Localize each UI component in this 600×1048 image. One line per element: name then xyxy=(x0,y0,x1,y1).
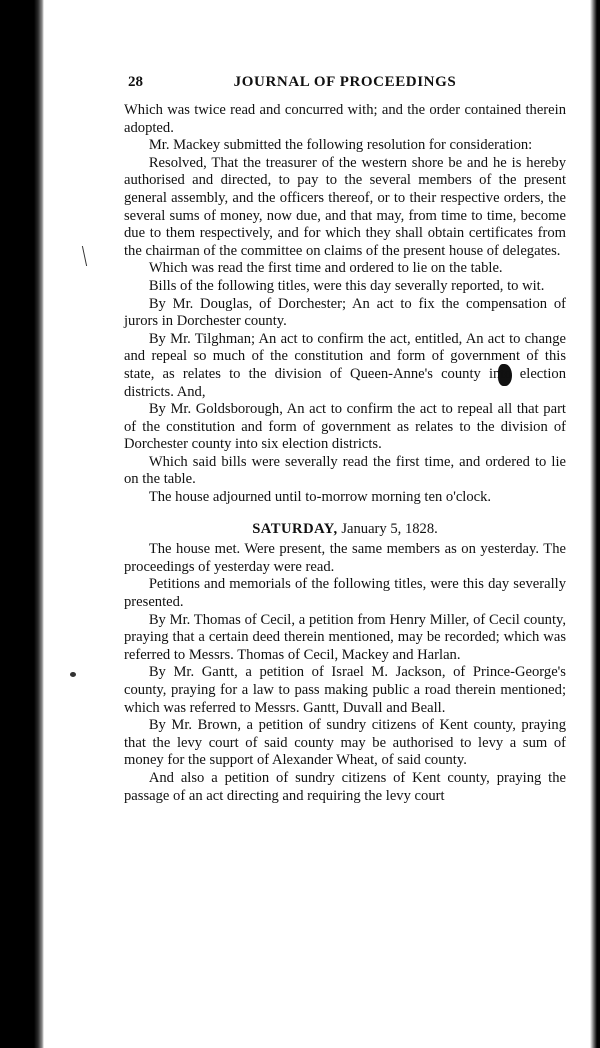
body-text-before xyxy=(124,102,566,507)
paragraph: By Mr. Thomas of Cecil, a petition from Henry Miller, of Cecil county, praying that a certain deed therein mentioned, may be recorded; which was referred to Messrs. Thomas of Cecil, Mackey and Harlan. xyxy=(124,611,566,663)
paragraph: The house met. Were present, the same members as on yesterday. The proceedings of yesterday were read. xyxy=(124,541,566,575)
date-heading-date: January 5, 1828. xyxy=(341,520,438,537)
body-text-after xyxy=(124,541,566,805)
scan-right-edge xyxy=(590,0,600,1048)
paragraph: Bills of the following titles, were this day severally reported, to wit. xyxy=(148,277,545,294)
margin-ink-speck xyxy=(70,672,76,677)
paragraph: Which said bills were severally read the first time, and ordered to lie on the table. xyxy=(124,453,566,488)
paragraph: And also a petition of sundry citizens of Kent county, praying the passage of an act directing and requiring the levy court xyxy=(124,769,566,804)
journal-page xyxy=(124,74,566,805)
paragraph: By Mr. Goldsborough, An act to confirm the act to repeal all that part of the constitution and form of government as relates to the division of Dorchester county into six election districts. xyxy=(124,401,566,453)
paragraph: Which was read the first time and ordered to lie on the table. xyxy=(148,260,503,277)
margin-pencil-mark xyxy=(82,246,89,266)
running-head: JOURNAL OF PROCEEDINGS xyxy=(233,74,457,90)
paragraph: Petitions and memorials of the following titles, were this day severally presented. xyxy=(124,576,566,611)
paragraph: Mr. Mackey submitted the following resolution for consideration: xyxy=(148,137,533,154)
paragraph: By Mr. Gantt, a petition of Israel M. Jackson, of Prince-George's county, praying for a law to pass making public a road therein mentioned; which was referred to Messrs. Gantt, Duvall and Beall. xyxy=(124,664,566,716)
page-header xyxy=(124,74,566,96)
paragraph: By Mr. Tilghman; An act to confirm the act, entitled, An act to change and repeal so much of the constitution and form of government of this state, as relates to the division of Queen-Anne's county into election districts. And, xyxy=(124,330,566,400)
scan-left-edge xyxy=(0,0,44,1048)
paragraph: By Mr. Brown, a petition of sundry citizens of Kent county, praying that the levy court of said county may be authorised to levy a sum of money for the support of Alexander Wheat, of said county. xyxy=(124,717,566,769)
paragraph: Which was twice read and concurred with; and the order contained therein adopted. xyxy=(124,102,566,136)
date-heading xyxy=(124,521,566,539)
date-heading-day: SATURDAY, xyxy=(252,520,338,537)
paragraph: The house adjourned until to-morrow morning ten o'clock. xyxy=(148,489,492,506)
paragraph: Resolved, That the treasurer of the western shore be and he is hereby authorised and directed, to pay to the several members of the present general assembly, and the officers thereof, or to their respective orders, the several sums of money, now due, and that may, from time to time, become due to them respectively, and for which they shall obtain certificates from the chairman of the committee on claims of the present house of delegates. xyxy=(124,154,566,259)
paragraph: By Mr. Douglas, of Dorchester; An act to fix the compensation of jurors in Dorchester county. xyxy=(124,295,566,330)
page-number: 28 xyxy=(128,74,143,90)
